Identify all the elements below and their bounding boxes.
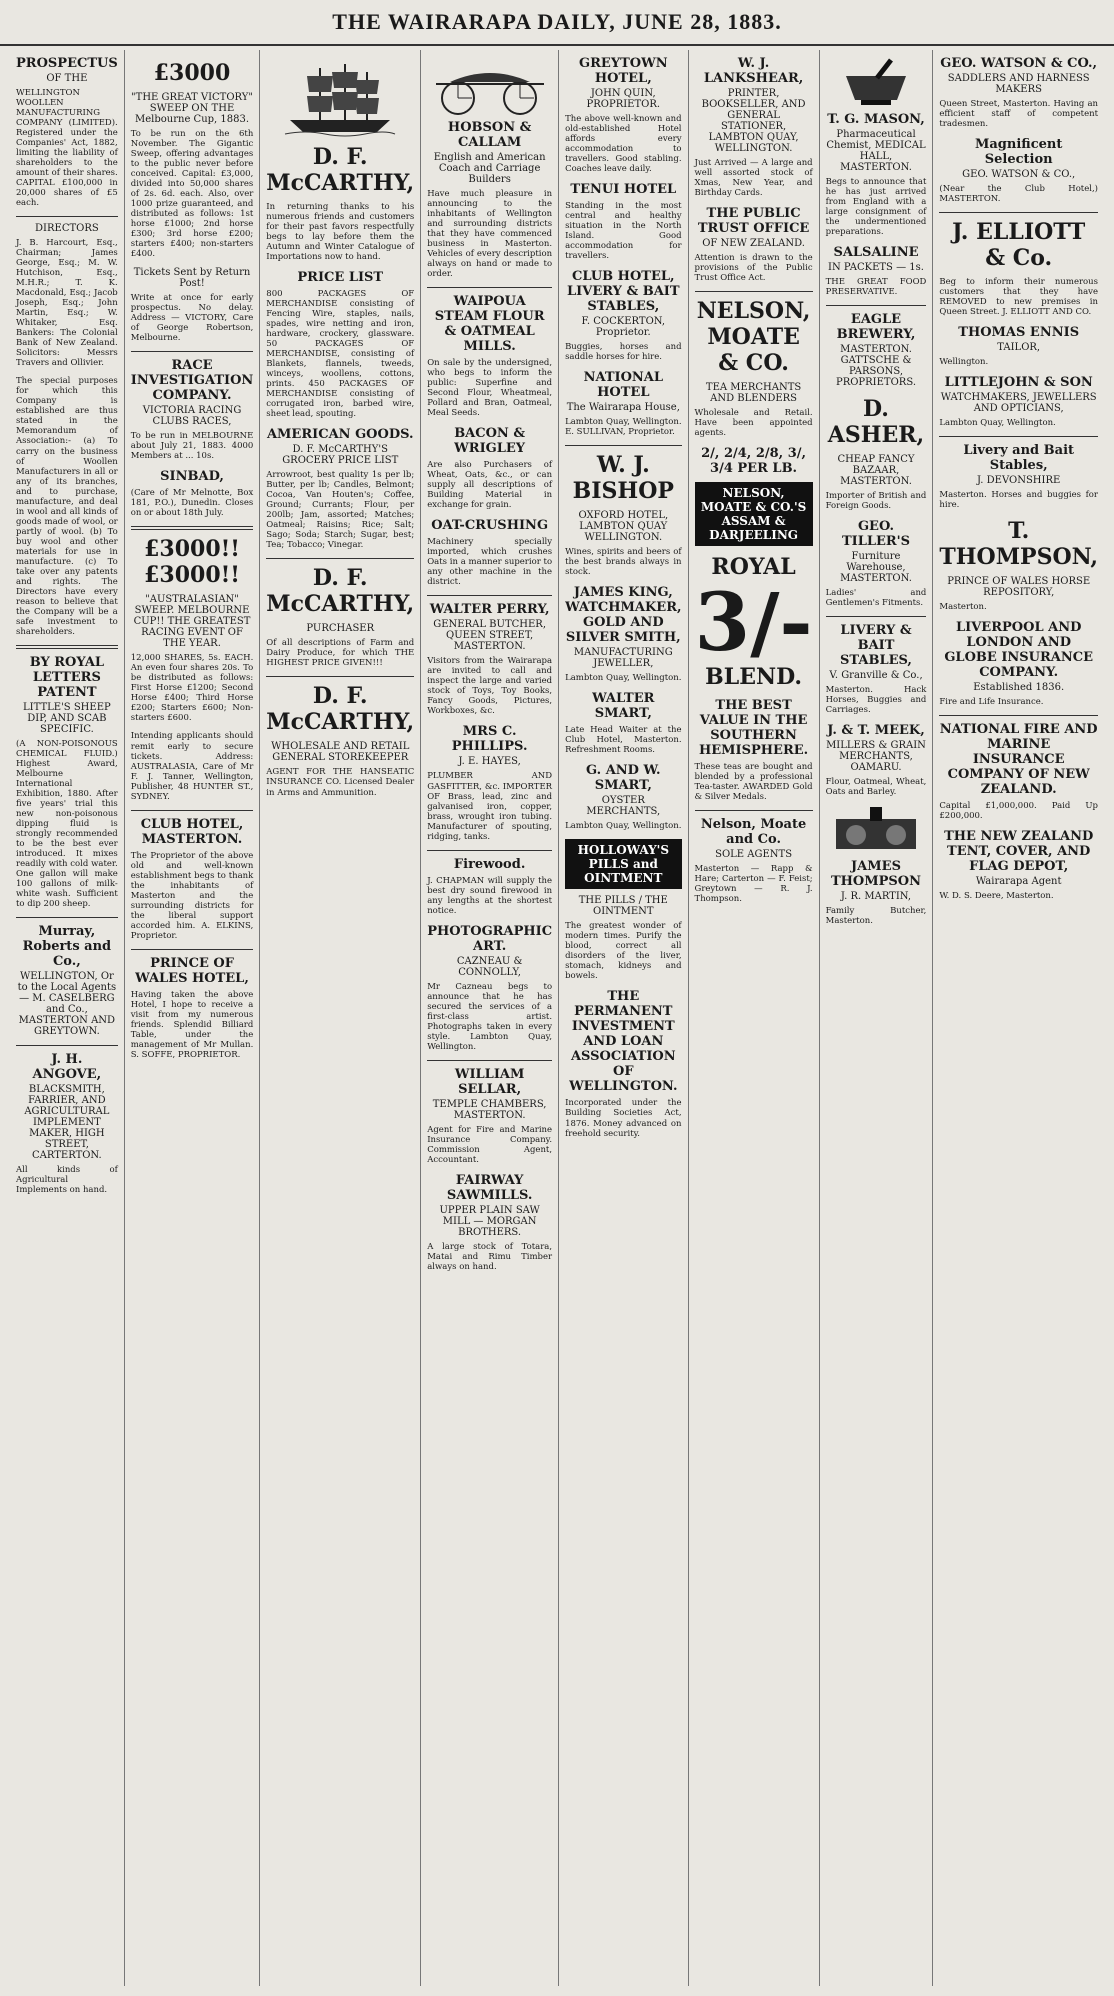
block-text: Begs to announce that he has just arrived from England with a large consignment of the undermentioned preparations. [825, 177, 927, 238]
block-subtitle: BLACKSMITH, FARRIER, AND AGRICULTURAL IMPLEMENT MAKER, HIGH STREET, CARTERTON. [24, 1084, 110, 1162]
block-title: J. H. ANGOVE, [32, 1052, 102, 1083]
james-king-ad [565, 585, 681, 683]
tent-depot-ad [939, 829, 1098, 901]
block-subtitle: WHOLESALE AND RETAIL GENERAL STOREKEEPER [271, 741, 410, 764]
block-text: Arrowroot, best quality 1s per lb; Butter, per lb; Candles, Belmont; Cocoa, Van Houten's; Coffee, Ground; Currants; Flour, per 200lb; Jam, assorted; Matches; Oatmeal; Raisins; Rice; Salt; Sago; Soda; Starch; Sugar, best; Tea; Tobacco; Vinegar. [266, 470, 415, 551]
royal-blend-ad [695, 554, 813, 690]
block-subtitle: OYSTER MERCHANTS, [586, 795, 661, 818]
block-subtitle: LITTLE'S SHEEP DIP, AND SCAB SPECIFIC. [23, 701, 111, 735]
block-title: CLUB HOTEL, LIVERY & BAIT STABLES, [567, 269, 680, 315]
block-subtitle: F. COCKERTON, Proprietor. [581, 316, 666, 339]
divider [427, 1060, 552, 1061]
block-title: WALTER SMART, [592, 691, 655, 722]
victory-sweep-ad [131, 60, 254, 259]
hobson-callam-ad [427, 120, 552, 279]
lankshear-ad [695, 56, 813, 198]
thompson-repository-ad [939, 518, 1098, 612]
block-subtitle: OXFORD HOTEL, LAMBTON QUAY WELLINGTON. [578, 510, 669, 544]
block-title: OAT-CRUSHING [431, 518, 549, 534]
national-hotel-ad [565, 370, 681, 437]
club-hotel-ad [131, 817, 254, 941]
sailing-ship-illustration [285, 58, 395, 138]
block-title: D. F. McCARTHY, [266, 144, 415, 196]
american-goods-block [266, 427, 414, 550]
block-text: On sale by the undersigned, who begs to inform the public: Superfine and Second Flour, Wheatmeal, Pollard and Bran, Oatmeal, Meal Seeds. [427, 358, 553, 419]
column-1 [10, 50, 124, 1986]
purposes-block [16, 376, 118, 636]
block-text: The Proprietor of the above old and well-known establishment begs to thank the inhabitants of Masterton and the surrounding districts for the liberal support accorded him. A. ELKINS, Proprietor. [130, 850, 254, 941]
column-8 [932, 50, 1104, 1986]
bacon-wrigley-ad [427, 426, 552, 510]
tiller-furniture-ad [826, 519, 927, 608]
block-title: Nelson, Moate and Co. [700, 817, 807, 848]
block-text: Importer of British and Foreign Goods. [825, 491, 927, 512]
asher-bazaar-ad [826, 396, 927, 511]
block-title: D. ASHER, [827, 396, 925, 449]
block-subtitle: MASTERTON. GATTSCHE & PARSONS, PROPRIETORS. [835, 344, 917, 389]
carriage-illustration [430, 58, 550, 116]
oat-crushing-ad [427, 518, 552, 587]
block-title: PRINCE OF WALES HOTEL, [135, 955, 249, 986]
masthead [0, 0, 1114, 46]
tickets-block [131, 267, 254, 343]
column-4 [420, 50, 558, 1986]
block-subtitle: UPPER PLAIN SAW MILL — MORGAN BROTHERS. [439, 1204, 540, 1238]
block-subtitle: CHEAP FANCY BAZAAR, MASTERTON. [837, 454, 915, 488]
block-title: W. J. LANKSHEAR, [703, 56, 804, 86]
block-text: Machinery specially imported, which crushes Oats in a manner superior to any other machine in the district. [427, 537, 553, 588]
block-text: THE GREAT FOOD PRESERVATIVE. [825, 277, 927, 298]
block-text: (Near the Club Hotel,) MASTERTON. [939, 184, 1098, 205]
three-shilling-price: 3/- [694, 575, 813, 670]
block-title: HOBSON & CALLAM [447, 120, 532, 150]
block-text: Late Head Waiter at the Club Hotel, Masterton. Refreshment Rooms. [565, 725, 682, 756]
firewood-ad [427, 857, 552, 916]
william-sellar-ad [427, 1067, 552, 1165]
magnificent-selection-ad [939, 137, 1098, 204]
divider [131, 949, 254, 950]
block-title: Firewood. [453, 856, 526, 872]
double-divider [16, 645, 118, 649]
block-title: Magnificent Selection [974, 137, 1063, 168]
block-text: Just Arrived — A large and well assorted stock of Xmas, New Year, and Birthday Cards. [694, 158, 813, 199]
block-title: PHOTOGRAPHIC ART. [427, 923, 553, 954]
oyster-merchants-ad [565, 763, 681, 831]
block-title: NATIONAL HOTEL [583, 370, 664, 401]
block-text: Lambton Quay, Wellington. [939, 418, 1056, 429]
block-title: EAGLE BREWERY, [836, 312, 916, 343]
divider [565, 445, 681, 446]
block-text: Incorporated under the Building Societies Act, 1876. Money advanced on freehold security. [565, 1098, 682, 1139]
block-title: GEO. WATSON & CO., [940, 56, 1098, 71]
block-text: Have much pleasure in announcing to the inhabitants of Wellington and surrounding districts that they have commenced business in Masterton. Vehicles of every description always on hand or made to order. [427, 189, 553, 280]
column-6 [688, 50, 819, 1986]
block-title: NATIONAL FIRE AND MARINE INSURANCE COMPANY OF NEW ZEALAND. [939, 722, 1098, 798]
block-title: SINBAD, [160, 469, 224, 485]
phillips-hayes-ad [427, 724, 552, 841]
holloways-ad [565, 839, 681, 981]
block-title: T. THOMPSON, [939, 518, 1099, 571]
royal-label: ROYAL [711, 554, 796, 581]
block-text: Lambton Quay, Wellington. E. SULLIVAN, Proprietor. [565, 417, 682, 438]
block-subtitle: Tickets Sent by Return Post! [133, 267, 251, 290]
block-text: Mr Cazneau begs to announce that he has secured the services of a first-class artist. Photographs taken in every style. Lambton Quay, Wellington. [427, 981, 553, 1052]
public-trust-ad [695, 206, 813, 283]
block-text: Lambton Quay, Wellington. [565, 673, 682, 684]
block-title: PRICE LIST [297, 270, 384, 286]
block-text: WELLINGTON WOOLLEN MANUFACTURING COMPANY (LIMITED). Registered under the Companies' Act, 1882, limiting the liability of shareholders to the amount of their shares. CAPITAL £100,000 in 20,000 shares of £5 each. [16, 88, 118, 209]
block-text: AGENT FOR THE HANSEATIC INSURANCE CO. Licensed Dealer in Arms and Ammunition. [266, 767, 415, 798]
block-subtitle: J. R. MARTIN, [840, 891, 912, 903]
block-text: J. CHAPMAN will supply the best dry sound firewood in any lengths at the shortest notice. [427, 875, 553, 916]
block-subtitle: WATCHMAKERS, JEWELLERS AND OPTICIANS, [940, 392, 1097, 415]
block-subtitle: "AUSTRALASIAN" SWEEP. MELBOURNE CUP!! THE GREATEST RACING EVENT OF THE YEAR. [133, 594, 251, 650]
permanent-investment-ad [565, 989, 681, 1138]
divider [695, 291, 813, 292]
littlejohn-ad [939, 375, 1098, 428]
block-subtitle: "THE GREAT VICTORY" SWEEP ON THE Melbourne Cup, 1883. [131, 92, 253, 125]
walter-perry-ad [427, 602, 552, 716]
block-text: PLUMBER AND GASFITTER, &c. IMPORTER OF Brass, lead, zinc and galvanised iron, copper, brass, wrought iron tubing. Manufacturer of spouting, ridging, tanks. [427, 771, 553, 842]
block-text: Fire and Life Insurance. [939, 697, 1044, 708]
block-text: To be run on the 6th November. The Gigantic Sweep, offering advantages to the public never before conceived. Capital: £3,000, divided into 50,000 shares of 2s. 6d. each. Also, over 1000 prize guaranteed, and distributed as follows: 1st horse £1000; 2nd horse £300; 3rd horse £200; starters £400; non-starters £400. [130, 129, 254, 260]
block-subtitle: J. E. HAYES, [458, 756, 521, 768]
divider [131, 810, 254, 811]
tea-prices-block [695, 446, 813, 546]
column-3 [259, 50, 420, 1986]
block-title: MRS C. PHILLIPS. [451, 724, 528, 755]
block-text: These teas are bought and blended by a professional Tea-taster. AWARDED Gold & Silver Medals. [694, 762, 813, 803]
block-text: Standing in the most central and healthy situation in the North Island. Good accommodation for travellers. [565, 201, 682, 262]
block-title: Livery and Bait Stables, [963, 443, 1075, 474]
block-subtitle: MANUFACTURING JEWELLER, [573, 647, 673, 670]
block-text: Write at once for early prospectus. No delay. Address — VICTORY, Care of George Robertson, Melbourne. [130, 293, 254, 344]
angove-ad [16, 1052, 118, 1195]
column-5 [558, 50, 687, 1986]
block-subtitle: V. Granville & Co., [829, 670, 923, 682]
block-title: WILLIAM SELLAR, [454, 1066, 525, 1097]
block-subtitle: Established 1836. [973, 682, 1065, 694]
divider [16, 216, 118, 217]
applicants-block [131, 731, 254, 801]
australasian-sweep-ad [131, 536, 254, 723]
ennis-tailor-ad [939, 325, 1098, 367]
block-text: Queen Street, Masterton. Having an efficient staff of competent tradesmen. [939, 99, 1098, 130]
thompson-martin-ad [826, 859, 927, 926]
block-subtitle: Wairarapa Agent [975, 876, 1062, 888]
granville-stables-ad [826, 623, 927, 715]
block-title: 2/, 2/4, 2/8, 3/, 3/4 PER LB. [701, 446, 807, 477]
block-subtitle: D. F. McCARTHY'S GROCERY PRICE LIST [282, 444, 399, 467]
block-title: J. & T. MEEK, [827, 723, 925, 739]
block-subtitle: PRINCE OF WALES HORSE REPOSITORY, [947, 576, 1091, 599]
block-subtitle: OF THE [46, 73, 88, 84]
divider [131, 351, 254, 352]
block-text: Agent for Fire and Marine Insurance Company. Commission Agent, Accountant. [427, 1124, 553, 1165]
block-subtitle: VICTORIA RACING CLUBS RACES, [142, 405, 242, 428]
block-title: GREYTOWN HOTEL, [579, 56, 668, 86]
block-subtitle: DIRECTORS [35, 223, 99, 235]
block-title: BACON & WRIGLEY [454, 426, 526, 457]
block-text: 800 PACKAGES OF MERCHANDISE consisting of Fencing Wire, staples, nails, spades, wire netting and iron, hardware, crockery, glassware. 50 PACKAGES OF MERCHANDISE, consisting of Blankets, flannels, tweeds, winceys, woollens, cottons, prints. 450 PACKAGES OF MERCHANDISE consisting of corrugated iron, barbed wire, sheet lead, spouting. [266, 289, 415, 420]
block-text: Family Butcher, Masterton. [825, 906, 927, 927]
divider [427, 850, 552, 851]
block-text: Capital £1,000,000. Paid Up £200,000. [939, 801, 1098, 822]
column-2 [124, 50, 260, 1986]
divider [266, 676, 414, 677]
block-title: LIVERPOOL AND LONDON AND GLOBE INSURANCE COMPANY. [944, 620, 1094, 681]
elliott-ad [939, 219, 1098, 317]
block-text: Masterton. [939, 602, 987, 613]
block-text: Visitors from the Wairarapa are invited to call and inspect the large and varied stock of Toys, Toy Books, Fancy Goods, Pictures, Workboxes, &c. [427, 656, 553, 717]
block-title: THE PERMANENT INVESTMENT AND LOAN ASSOCIATION OF WELLINGTON. [569, 989, 678, 1095]
block-title: FAIRWAY SAWMILLS. [446, 1172, 533, 1203]
block-text: (A NON-POISONOUS CHEMICAL FLUID.) Highest Award, Melbourne International Exhibition, 1880. After five years' trial this new non-poisonous dipping fluid is strongly recommended to be the best ever introduced. It mixes readily with cold water. One gallon will make 100 gallons of milk-white wash. Sufficient to dip 200 sheep. [16, 738, 118, 910]
divider [16, 1045, 118, 1046]
block-title: LITTLEJOHN & SON [944, 375, 1093, 391]
race-company-ad [131, 358, 254, 461]
block-subtitle: IN PACKETS — 1s. [828, 262, 924, 274]
block-subtitle: CAZNEAU & CONNOLLY, [456, 955, 523, 978]
greytown-hotel-ad [565, 56, 681, 174]
block-title: G. AND W. SMART, [586, 763, 661, 794]
block-text: A large stock of Totara, Matai and Rimu Timber always on hand. [427, 1241, 553, 1272]
block-subtitle: PURCHASER [306, 623, 375, 635]
meek-millers-ad [826, 723, 927, 797]
mason-chemist-ad [826, 112, 927, 237]
tenui-hotel-ad [565, 182, 681, 261]
block-title: JAMES KING, WATCHMAKER, GOLD AND SILVER SMITH, [565, 585, 682, 646]
block-text: Ladies' and Gentlemen's Fitments. [825, 588, 927, 609]
club-hotel-livery-ad [565, 269, 681, 362]
block-subtitle: JOHN QUIN, PROPRIETOR. [586, 88, 661, 110]
assam-darjeeling-banner: NELSON, MOATE & CO.'S ASSAM & DARJEELING [695, 482, 813, 546]
block-title: NELSON, MOATE & CO. [696, 298, 811, 377]
block-text: Lambton Quay, Wellington. [565, 821, 682, 832]
block-subtitle: English and American Coach and Carriage Builders [433, 152, 546, 185]
block-title: T. G. MASON, [827, 112, 925, 127]
block-subtitle: The Wairarapa House, [566, 402, 680, 414]
nelson-moate-ad [695, 298, 813, 438]
holloways-title: HOLLOWAY'S PILLS and OINTMENT [565, 839, 681, 889]
photographic-art-ad [427, 924, 552, 1052]
block-title: GEO. TILLER'S [841, 519, 911, 550]
block-title: THE BEST VALUE IN THE SOUTHERN HEMISPHERE. [698, 698, 809, 759]
block-text: To be run in MELBOURNE about July 21, 1883. 4000 Members at ... 10s. [130, 431, 254, 462]
block-title: LIVERY & BAIT STABLES, [840, 623, 912, 669]
block-subtitle: SOLE AGENTS [715, 849, 793, 861]
block-text: Masterton — Rapp & Hare; Carterton — F. Feist; Greytown — R. J. Thompson. [694, 864, 813, 905]
block-text: The greatest wonder of modern times. Purify the blood, correct all disorders of the liver, stomach, kidneys and bowels. [565, 921, 682, 982]
block-title: RACE INVESTIGATION COMPANY. [130, 358, 254, 404]
block-title: AMERICAN GOODS. [266, 427, 414, 443]
block-subtitle: THE PILLS / THE OINTMENT [578, 895, 668, 918]
walter-smart-ad [565, 691, 681, 755]
block-text: Beg to inform their numerous customers that they have REMOVED to new premises in Queen Street. J. ELLIOTT AND CO. [939, 277, 1098, 318]
divider [826, 305, 927, 306]
block-title: £3000!! £3000!! [144, 536, 240, 589]
prince-of-wales-ad [131, 956, 254, 1060]
divider [16, 917, 118, 918]
mccarthy-purchaser [266, 565, 414, 668]
block-title: THOMAS ENNIS [958, 325, 1080, 341]
block-subtitle: MILLERS & GRAIN MERCHANTS, OAMARU. [826, 740, 926, 774]
block-text: Buggies, horses and saddle horses for hire. [565, 342, 682, 363]
block-text: W. D. S. Deere, Masterton. [939, 891, 1054, 902]
block-subtitle: J. DEVONSHIRE [977, 475, 1061, 487]
block-subtitle: GENERAL BUTCHER, QUEEN STREET, MASTERTON. [433, 619, 546, 653]
block-title: J. ELLIOTT & Co. [952, 219, 1086, 272]
block-text: Wholesale and Retail. Have been appointed agents. [694, 408, 813, 439]
double-divider [131, 526, 254, 530]
block-text: Masterton. Horses and buggies for hire. [939, 490, 1098, 511]
eagle-brewery-ad [826, 312, 927, 388]
block-text: Are also Purchasers of Wheat, Oats, &c., or can supply all descriptions of Building Material in exchange for grain. [427, 460, 553, 511]
block-text: 12,000 SHARES, 5s. EACH. An even four shares 20s. To be distributed as follows: First Horse £1200; Second Horse £400; Third Horse £200; Starters £600; Non-starters £600. [130, 653, 254, 724]
block-text: J. B. Harcourt, Esq., Chairman; James George, Esq.; M. W. Hutchison, Esq., M.H.R.; T. K. Macdonald, Esq.; Jacob Joseph, Esq.; John Martin, Esq.; W. Whitaker, Esq. Bankers: The Colonial Bank of New Zealand. Solicitors: Messrs Travers and Ollivier. [16, 238, 118, 369]
block-title: PROSPECTUS [16, 56, 118, 71]
block-text: The above well-known and old-established Hotel affords every accommodation to travellers. Good stabling. Coaches leave daily. [565, 114, 682, 175]
columns-grid [10, 50, 1104, 1986]
divider [266, 558, 414, 559]
sole-agents-block [695, 817, 813, 904]
blend-label: BLEND. [705, 664, 803, 691]
block-text: All kinds of Agricultural Implements on hand. [16, 1165, 118, 1196]
block-subtitle: SADDLERS AND HARNESS MAKERS [947, 73, 1090, 95]
block-title: THE PUBLIC TRUST OFFICE [697, 206, 810, 237]
block-title: W. J. BISHOP [572, 452, 674, 505]
block-subtitle: GEO. WATSON & CO., [962, 169, 1076, 181]
block-title: Murray, Roberts and Co., [22, 924, 112, 970]
block-title: CLUB HOTEL, MASTERTON. [140, 816, 244, 847]
block-text: In returning thanks to his numerous friends and customers for their past favors respectfully begs to lay before them the Autumn and Winter Catalogue of Importations now to hand. [266, 202, 415, 263]
masthead-title: THE WAIRARAPA DAILY, JUNE 28, 1883. [332, 9, 782, 34]
block-title: SALSALINE [833, 245, 919, 261]
block-title: D. F. McCARTHY, [266, 683, 415, 736]
block-text: Wines, spirits and beers of the best brands always in stock. [565, 547, 682, 578]
divider [939, 715, 1098, 716]
block-subtitle: OF NEW ZEALAND. [702, 238, 805, 250]
block-text: Masterton. Hack Horses, Buggies and Carriages. [825, 685, 927, 716]
mortar-pestle-illustration [831, 58, 921, 108]
sheep-dip-ad [16, 655, 118, 909]
block-text: (Care of Mr Melnotte, Box 181, P.O.), Dunedin. Closes on or about 18th July. [130, 488, 254, 519]
mccarthy-storekeeper [266, 683, 414, 797]
block-title: WALTER PERRY, [429, 602, 550, 618]
block-subtitle: PRINTER, BOOKSELLER, AND GENERAL STATIONER, LAMBTON QUAY, WELLINGTON. [701, 88, 806, 154]
block-subtitle: TEMPLE CHAMBERS, MASTERTON. [432, 1098, 547, 1121]
block-text: Intending applicants should remit early to secure tickets. Address: AUSTRALASIA, Care of Mr F. J. Tanner, Wellington, Publisher, 48 HUNTER ST., SYDNEY. [130, 731, 254, 802]
divider [939, 436, 1098, 437]
mccarthy-intro [266, 144, 414, 262]
divider [427, 287, 552, 288]
sinbad-ad [131, 469, 254, 518]
liverpool-insurance-ad [939, 620, 1098, 707]
best-value-block [695, 698, 813, 802]
waipoua-mills-ad [427, 294, 552, 418]
block-title: JAMES THOMPSON [830, 859, 922, 890]
block-text: Wellington. [939, 357, 989, 368]
sawmills-ad [427, 1173, 552, 1272]
national-insurance-ad [939, 722, 1098, 821]
block-text: Having taken the above Hotel, I hope to receive a visit from my numerous friends. Splendid Billiard Table, under the management of Mr Mullan. S. SOFFE, PROPRIETOR. [130, 989, 254, 1060]
block-subtitle: Pharmaceutical Chemist, MEDICAL HALL, MASTERTON. [826, 129, 926, 173]
divider [826, 616, 927, 617]
block-subtitle: TEA MERCHANTS AND BLENDERS [705, 382, 802, 405]
block-title: TENUI HOTEL [570, 182, 677, 198]
block-subtitle: Furniture Warehouse, MASTERTON. [840, 551, 912, 585]
block-text: Flour, Oatmeal, Wheat, Oats and Barley. [825, 777, 927, 798]
block-title: D. F. McCARTHY, [266, 565, 415, 618]
devonshire-stables-ad [939, 443, 1098, 510]
divider [939, 212, 1098, 213]
prospectus-ad [16, 56, 118, 208]
factory-machine-illustration [826, 805, 926, 855]
price-list-block [266, 270, 414, 419]
divider [427, 595, 552, 596]
block-subtitle: TAILOR, [997, 342, 1041, 354]
block-title: THE NEW ZEALAND TENT, COVER, AND FLAG DEPOT, [944, 829, 1094, 875]
column-7 [819, 50, 933, 1986]
block-title: BY ROYAL LETTERS PATENT [29, 654, 105, 700]
block-title: WAIPOUA STEAM FLOUR & OATMEAL MILLS. [434, 294, 545, 355]
bishop-oxford-ad [565, 452, 681, 577]
watson-saddlers-ad [939, 56, 1098, 129]
block-subtitle: WELLINGTON, Or to the Local Agents— M. CASELBERG and Co., MASTERTON AND GREYTOWN. [17, 971, 117, 1038]
block-title: £3000 [153, 60, 231, 86]
murray-roberts-ad [16, 924, 118, 1037]
salsaline-ad [826, 245, 927, 297]
block-text: The special purposes for which this Company is established are thus stated in the Memorandum of Association:- (a) To carry on the business of Woollen Manufacturers in all or any of its branches, and to purchase, manufacture, and deal in wool and all kinds of goods made of wool, or partly of wool. (b) To buy wool and other materials for use in manufacture. (c) To take over any patents and rights. The Directors have every reason to believe that the Company will be a safe investment to shareholders. [16, 376, 118, 637]
directors-block [16, 223, 118, 368]
divider [695, 810, 813, 811]
block-text: Of all descriptions of Farm and Dairy Produce, for which THE HIGHEST PRICE GIVEN!!! [266, 638, 415, 669]
block-text: Attention is drawn to the provisions of the Public Trust Office Act. [694, 253, 813, 284]
